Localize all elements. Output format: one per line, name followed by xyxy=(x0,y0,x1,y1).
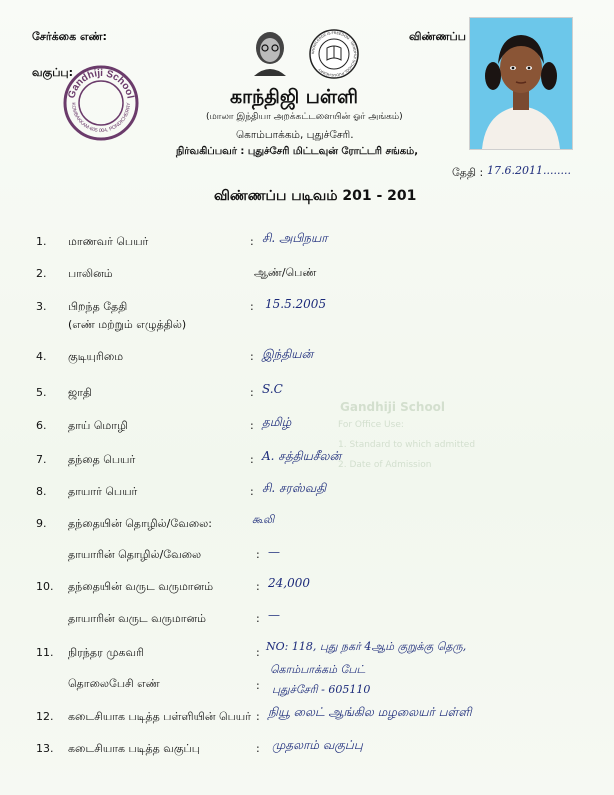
field-value-last-class: முதலாம் வகுப்பு xyxy=(272,738,363,752)
application-label: விண்ணப்ப xyxy=(409,30,466,43)
field-value-nationality: இந்தியன் xyxy=(262,347,314,361)
field-label-student-name: மாணவர் பெயர் xyxy=(68,235,149,248)
field-num-10: 10. xyxy=(36,580,54,593)
field-value-student-name: சி. அபிநயா xyxy=(262,231,328,245)
field-label-gender: பாலினம் xyxy=(68,267,113,280)
date-label: தேதி : xyxy=(452,166,484,179)
field-label-phone: தொலைபேசி எண் xyxy=(68,677,160,690)
date-value: 17.6.2011........ xyxy=(487,164,571,177)
field-label-mother-name: தாயார் பெயர் xyxy=(68,485,138,498)
school-seal xyxy=(62,64,140,142)
class-label: வகுப்பு: xyxy=(32,66,74,79)
field-value-gender: ஆண்/பெண் xyxy=(254,266,317,279)
application-form-page: Gandhiji School For Office Use: 1. Standard to which admitted 2. Date of Admission சேர்க்கை எண்: வகுப்பு: விண்ணப்ப Gandhiji School KOMBAKKAM-605 004, PONDICHERRY KNOWLEDGE IS FREEDOM · GANDHIJI SCHOOL PUDUCHERRY காந்திஜி பள்ளி (மாலா இந்தியா அறக்கட்டளையின் ஓர் அங்கம்) கொம்பாக்கம், புதுச்சேரி. நிர்வகிப்பவர் : புதுச்சேரி மிட்டவுன் ரோட்டரி சங்கம், தேதி : 17.6.2011........ விண்ணப்ப படிவம் 201 - 201 1. மாணவர் பெயர் : சி. அபிநயா 2. பாலினம் ஆண்/பெண் 3. பிறந்த தேதி (எண் மற்றும் எழுத்தில்) : 15.5.2005 4. குடியுரிமை : இந்தியன் 5. ஜாதி : S.C 6. தாய் மொழி : தமிழ் 7. தந்தை பெயர் : A. சத்தியசீலன் 8. தாயார் பெயர் : சி. சரஸ்வதி 9. தந்தையின் தொழில்/வேலை: கூலி தாயாரின் தொழில்/வேலை : — 10. தந்தையின் வருட வருமானம் : 24,000 தாயாரின் வருட வருமானம் : — 11. நிரந்தர முகவரி : NO: 118, புது நகர் 4ஆம் குறுக்கு தெரு, தொலைபேசி எண் : கொம்பாக்கம் பேட் புதுச்சேரி - 605110 12. கடைசியாக படித்த பள்ளியின் பெயர் : நியூ லைட் ஆங்கில மழலையர் பள்ளி 13. கடைசியாக படித்த வகுப்பு : முதலாம் வகுப்பு xyxy=(0,0,614,795)
field-num-9: 9. xyxy=(36,517,47,530)
ghost-school-name: Gandhiji School xyxy=(340,400,446,414)
field-value-dob: 15.5.2005 xyxy=(265,297,327,311)
field-label-father-occupation: தந்தையின் தொழில்/வேலை: xyxy=(68,517,212,530)
field-value-mother-income: — xyxy=(268,608,280,622)
field-value-father-occupation: கூலி xyxy=(252,513,275,526)
field-value-father-name: A. சத்தியசீலன் xyxy=(262,449,342,463)
field-value-address-line3: புதுச்சேரி - 605110 xyxy=(272,683,371,696)
field-label-dob: பிறந்த தேதி xyxy=(68,300,128,313)
ghost-office-use: For Office Use: xyxy=(338,420,404,430)
school-logo xyxy=(308,28,360,80)
field-num-6: 6. xyxy=(36,419,47,432)
svg-text:Gandhiji School xyxy=(66,68,135,100)
field-num-12: 12. xyxy=(36,710,54,723)
field-label-mother-income: தாயாரின் வருட வருமானம் xyxy=(68,612,206,625)
admin-line: நிர்வகிப்பவர் : புதுச்சேரி மிட்டவுன் ரோட்டரி சங்கம், xyxy=(176,146,419,157)
field-num-4: 4. xyxy=(36,350,47,363)
field-label-mother-tongue: தாய் மொழி xyxy=(68,419,128,432)
field-num-3: 3. xyxy=(36,300,47,313)
field-value-address: NO: 118, புது நகர் 4ஆம் குறுக்கு தெரு, xyxy=(266,640,467,653)
field-value-address-line2: கொம்பாக்கம் பேட் xyxy=(270,663,366,676)
field-value-caste: S.C xyxy=(262,382,283,396)
school-name: காந்திஜி பள்ளி xyxy=(230,86,359,108)
field-num-8: 8. xyxy=(36,485,47,498)
seal-text: Gandhiji School xyxy=(66,67,136,100)
field-value-father-income: 24,000 xyxy=(268,576,310,590)
field-num-1: 1. xyxy=(36,235,47,248)
form-title: விண்ணப்ப படிவம் 201 - 201 xyxy=(214,188,417,204)
field-label-nationality: குடியுரிமை xyxy=(68,350,124,363)
logo-text: KNOWLEDGE IS FREEDOM · GANDHIJI SCHOOL PUDUCHERRY xyxy=(310,30,358,78)
ghost-date-admission: 2. Date of Admission xyxy=(338,460,432,470)
field-label-caste: ஜாதி xyxy=(68,386,92,399)
field-num-2: 2. xyxy=(36,267,47,280)
field-value-mother-tongue: தமிழ் xyxy=(262,415,292,429)
school-subtitle: (மாலா இந்தியா அறக்கட்டளையின் ஓர் அங்கம்) xyxy=(206,112,403,122)
school-address: கொம்பாக்கம், புதுச்சேரி. xyxy=(236,129,354,141)
ghost-standard: 1. Standard to which admitted xyxy=(338,440,476,450)
field-value-mother-name: சி. சரஸ்வதி xyxy=(262,481,327,495)
field-value-last-school: நியூ லைட் ஆங்கில மழலையர் பள்ளி xyxy=(268,705,472,719)
student-photo xyxy=(469,17,573,150)
field-num-13: 13. xyxy=(36,742,54,755)
seal-subtext: KOMBAKKAM-605 004, PONDICHERRY xyxy=(69,102,133,135)
field-label-father-name: தந்தை பெயர் xyxy=(68,453,136,466)
field-label-address: நிரந்தர முகவரி xyxy=(68,646,144,659)
admission-no-label: சேர்க்கை எண்: xyxy=(32,30,107,43)
field-value-mother-occupation: — xyxy=(268,545,280,559)
field-label-father-income: தந்தையின் வருட வருமானம் xyxy=(68,580,214,593)
field-num-11: 11. xyxy=(36,646,54,659)
field-label-last-school: கடைசியாக படித்த பள்ளியின் பெயர் xyxy=(68,710,251,723)
field-num-7: 7. xyxy=(36,453,47,466)
field-num-5: 5. xyxy=(36,386,47,399)
gandhi-portrait-icon xyxy=(248,28,292,78)
field-label-last-class: கடைசியாக படித்த வகுப்பு xyxy=(68,742,200,755)
field-label-dob-note: (எண் மற்றும் எழுத்தில்) xyxy=(68,318,187,331)
field-label-mother-occupation: தாயாரின் தொழில்/வேலை xyxy=(68,548,202,561)
